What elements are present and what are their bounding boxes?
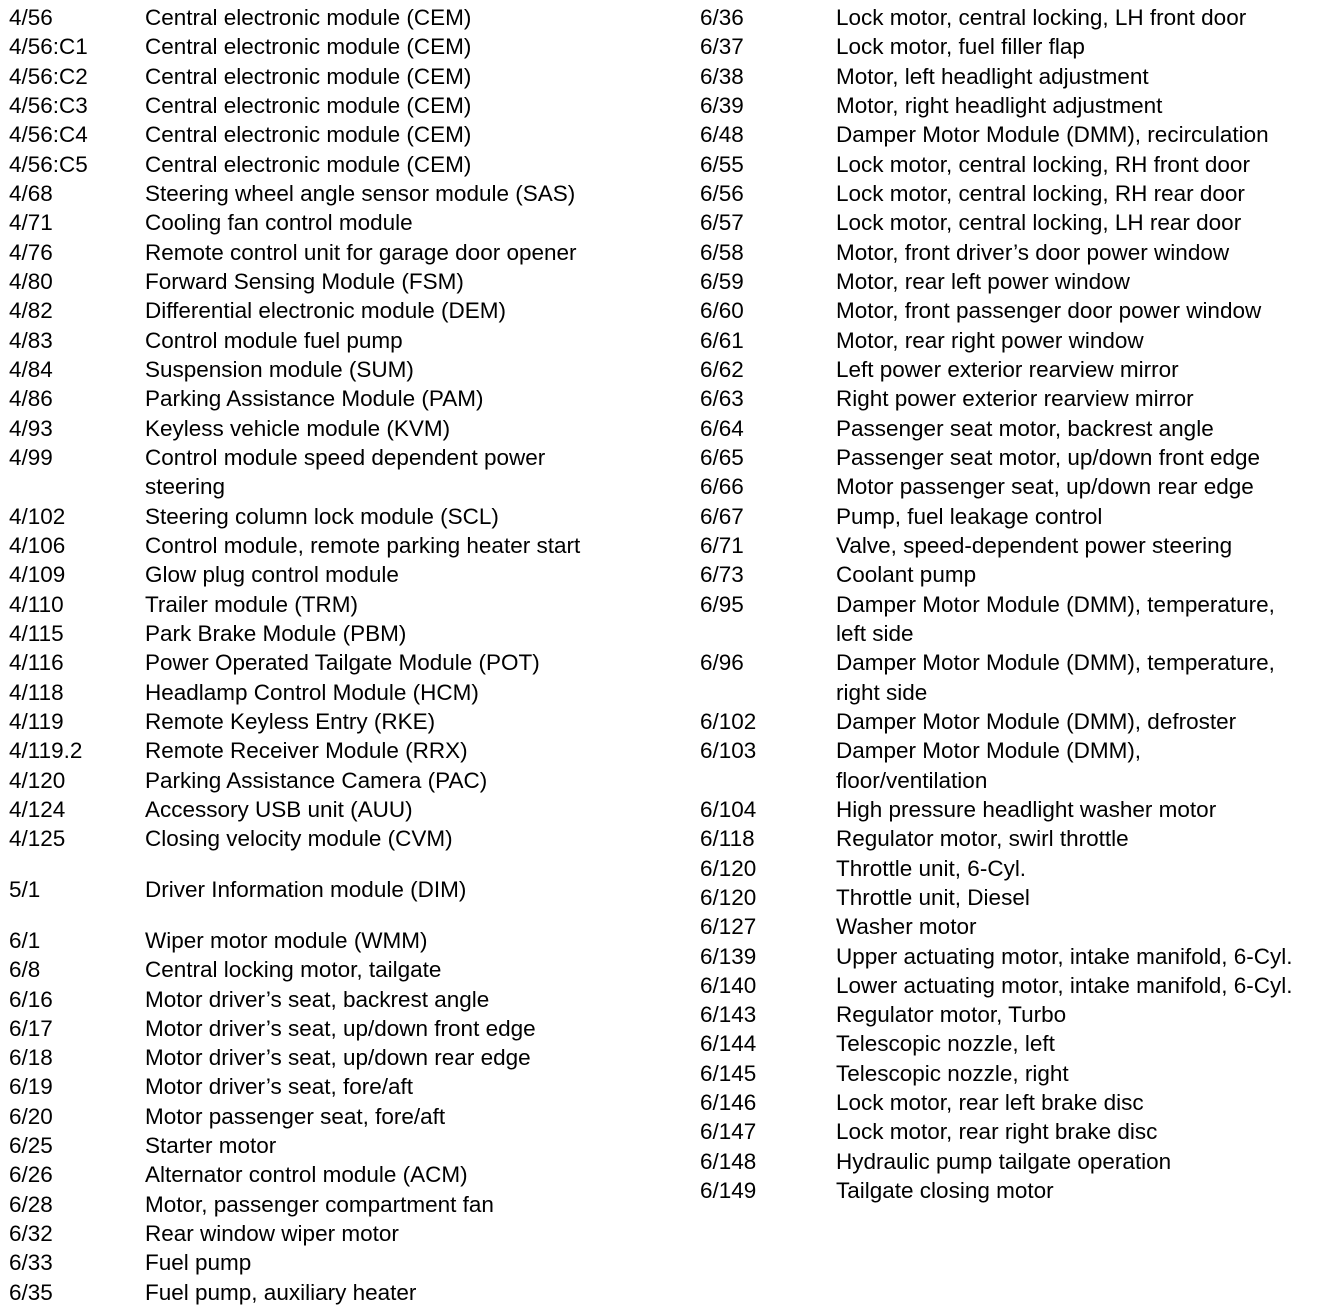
component-entry [9, 1131, 669, 1160]
component-description: Motor, left headlight adjustment [836, 63, 1149, 89]
component-description: Rear window wiper motor [145, 1221, 399, 1247]
component-description: Steering wheel angle sensor module (SAS) [145, 180, 576, 206]
component-code: 6/1 [9, 927, 41, 953]
component-description: Motor passenger seat, fore/aft [145, 1103, 446, 1129]
component-entry [700, 824, 1340, 853]
component-entry [9, 32, 669, 61]
component-description: Lower actuating motor, intake manifold, 6-Cyl. [836, 972, 1293, 998]
component-entry [700, 208, 1340, 237]
component-entry [9, 736, 669, 765]
component-description: Glow plug control module [145, 562, 399, 588]
component-entry [9, 120, 669, 149]
component-entry [9, 678, 669, 707]
component-entry [9, 648, 669, 677]
component-description: Left power exterior rearview mirror [836, 356, 1179, 382]
component-code: 6/120 [700, 855, 757, 881]
component-entry [9, 414, 669, 443]
component-entry [9, 926, 669, 955]
component-code: 6/139 [700, 943, 757, 969]
component-entry [700, 3, 1340, 32]
component-code: 4/56:C2 [9, 63, 88, 89]
component-entry [9, 267, 669, 296]
component-description: Fuel pump, auxiliary heater [145, 1279, 417, 1305]
component-code: 4/118 [9, 679, 64, 705]
component-code: 4/71 [9, 210, 53, 236]
component-description: Trailer module (TRM) [145, 591, 358, 617]
component-entry [9, 443, 669, 502]
component-code: 6/25 [9, 1133, 53, 1159]
component-code: 4/115 [9, 620, 64, 646]
component-code: 6/61 [700, 327, 744, 353]
component-description: Control module, remote parking heater start [145, 532, 581, 558]
component-code: 6/57 [700, 210, 744, 236]
component-description: Valve, speed-dependent power steering [836, 532, 1233, 558]
component-code: 6/60 [700, 298, 744, 324]
component-entry [700, 355, 1340, 384]
component-description: Central electronic module (CEM) [145, 92, 472, 118]
component-code: 4/102 [9, 503, 66, 529]
component-entry [9, 179, 669, 208]
component-code: 6/32 [9, 1221, 53, 1247]
component-description: Lock motor, fuel filler flap [836, 34, 1085, 60]
component-entry [9, 62, 669, 91]
component-entry [9, 502, 669, 531]
component-entry [700, 472, 1340, 501]
component-description: Regulator motor, swirl throttle [836, 826, 1129, 852]
component-entry [700, 1117, 1340, 1146]
component-description: Damper Motor Module (DMM), temperature, left side [836, 591, 1275, 646]
component-description: Steering column lock module (SCL) [145, 503, 499, 529]
component-code: 6/17 [9, 1015, 53, 1041]
component-code: 6/20 [9, 1103, 53, 1129]
component-code: 6/26 [9, 1162, 53, 1188]
component-description: Headlamp Control Module (HCM) [145, 679, 479, 705]
component-description: Washer motor [836, 914, 977, 940]
component-entry [700, 912, 1340, 941]
component-entry [700, 854, 1340, 883]
component-description: Throttle unit, Diesel [836, 884, 1030, 910]
component-code: 6/147 [700, 1119, 757, 1145]
component-entry [700, 502, 1340, 531]
component-code: 6/149 [700, 1178, 757, 1204]
component-entry [700, 795, 1340, 824]
component-description: Remote Receiver Module (RRX) [145, 738, 468, 764]
component-code: 4/116 [9, 650, 64, 676]
component-description: Hydraulic pump tailgate operation [836, 1148, 1172, 1174]
component-code: 4/99 [9, 444, 53, 470]
component-list-right-column [700, 3, 1340, 1205]
component-description: Driver Information module (DIM) [145, 877, 467, 903]
component-description: Regulator motor, Turbo [836, 1002, 1067, 1028]
component-description: Lock motor, central locking, RH front door [836, 151, 1250, 177]
component-code: 4/56:C1 [9, 34, 88, 60]
component-code: 6/36 [700, 5, 744, 30]
component-code: 4/82 [9, 298, 53, 324]
component-description: Central locking motor, tailgate [145, 957, 442, 983]
component-entry [9, 619, 669, 648]
component-description: Parking Assistance Camera (PAC) [145, 767, 488, 793]
component-code: 6/55 [700, 151, 744, 177]
component-code: 5/1 [9, 877, 41, 903]
component-code: 4/56:C5 [9, 151, 88, 177]
component-description: Motor, front passenger door power window [836, 298, 1262, 324]
component-description: Lock motor, central locking, RH rear door [836, 180, 1245, 206]
component-entry [9, 384, 669, 413]
component-description: Damper Motor Module (DMM), recirculation [836, 122, 1269, 148]
component-code: 4/86 [9, 386, 53, 412]
component-code: 6/120 [700, 884, 757, 910]
component-description: Remote control unit for garage door opener [145, 239, 577, 265]
component-description: Control module fuel pump [145, 327, 403, 353]
component-code: 6/39 [700, 92, 744, 118]
component-description: Throttle unit, 6-Cyl. [836, 855, 1027, 881]
component-code: 6/104 [700, 796, 757, 822]
component-entry [9, 355, 669, 384]
component-code: 6/140 [700, 972, 757, 998]
component-code: 4/106 [9, 532, 66, 558]
component-entry [9, 1160, 669, 1189]
component-entry [700, 179, 1340, 208]
component-code: 6/144 [700, 1031, 757, 1057]
component-description: Lock motor, rear right brake disc [836, 1119, 1158, 1145]
component-description: Wiper motor module (WMM) [145, 927, 428, 953]
component-entry [9, 296, 669, 325]
component-entry [9, 3, 669, 32]
component-description: Accessory USB unit (AUU) [145, 796, 413, 822]
component-code: 6/58 [700, 239, 744, 265]
component-description: Damper Motor Module (DMM), floor/ventilation [836, 738, 1142, 793]
component-code: 4/125 [9, 826, 66, 852]
component-description: Cooling fan control module [145, 210, 413, 236]
component-code: 6/48 [700, 122, 744, 148]
component-code: 6/65 [700, 444, 744, 470]
component-code: 4/119.2 [9, 738, 83, 764]
component-description: Parking Assistance Module (PAM) [145, 386, 484, 412]
component-description: Keyless vehicle module (KVM) [145, 415, 451, 441]
component-code: 4/83 [9, 327, 53, 353]
component-description: Park Brake Module (PBM) [145, 620, 407, 646]
component-description: Differential electronic module (DEM) [145, 298, 506, 324]
component-entry [700, 736, 1340, 795]
component-entry [700, 443, 1340, 472]
component-entry [700, 384, 1340, 413]
component-description: Damper Motor Module (DMM), defroster [836, 708, 1237, 734]
component-description: Motor driver’s seat, up/down rear edge [145, 1045, 531, 1071]
component-entry [9, 1248, 669, 1277]
component-entry [9, 1014, 669, 1043]
component-code: 6/35 [9, 1279, 53, 1305]
component-entry [700, 707, 1340, 736]
component-entry [9, 1219, 669, 1248]
component-code: 6/73 [700, 562, 744, 588]
component-entry [700, 238, 1340, 267]
component-description: Pump, fuel leakage control [836, 503, 1103, 529]
component-code: 6/63 [700, 386, 744, 412]
component-code: 6/38 [700, 63, 744, 89]
component-code: 4/80 [9, 268, 53, 294]
component-description: Lock motor, central locking, LH rear door [836, 210, 1242, 236]
component-code: 6/145 [700, 1060, 757, 1086]
component-description: Lock motor, central locking, LH front door [836, 5, 1247, 30]
component-entry [9, 1190, 669, 1219]
component-entry [700, 1000, 1340, 1029]
component-description: Closing velocity module (CVM) [145, 826, 453, 852]
component-code: 6/127 [700, 914, 757, 940]
component-entry [700, 296, 1340, 325]
component-code: 4/109 [9, 562, 66, 588]
component-entry [700, 326, 1340, 355]
component-description: Motor driver’s seat, up/down front edge [145, 1015, 536, 1041]
component-entry [9, 1072, 669, 1101]
component-code: 4/93 [9, 415, 53, 441]
component-entry [700, 531, 1340, 560]
component-entry [9, 795, 669, 824]
component-description: Motor, right headlight adjustment [836, 92, 1163, 118]
component-entry [700, 590, 1340, 649]
component-description: Telescopic nozzle, right [836, 1060, 1069, 1086]
component-description: High pressure headlight washer motor [836, 796, 1217, 822]
component-code: 6/96 [700, 650, 744, 676]
component-code: 6/67 [700, 503, 744, 529]
component-description: Passenger seat motor, backrest angle [836, 415, 1214, 441]
component-description: Central electronic module (CEM) [145, 5, 472, 30]
component-code: 6/62 [700, 356, 744, 382]
component-code: 6/71 [700, 532, 744, 558]
component-code: 6/8 [9, 957, 41, 983]
component-entry [700, 91, 1340, 120]
component-entry [9, 824, 669, 853]
component-code: 6/103 [700, 738, 757, 764]
component-entry [9, 766, 669, 795]
component-entry [9, 1102, 669, 1131]
component-code: 4/68 [9, 180, 53, 206]
component-code: 6/118 [700, 826, 755, 852]
component-code: 4/124 [9, 796, 66, 822]
component-entry [9, 875, 669, 904]
component-description: Motor passenger seat, up/down rear edge [836, 474, 1254, 500]
component-entry [9, 150, 669, 179]
component-entry [700, 648, 1340, 707]
component-code: 6/19 [9, 1074, 53, 1100]
component-entry [700, 883, 1340, 912]
component-entry [9, 238, 669, 267]
component-description: Right power exterior rearview mirror [836, 386, 1194, 412]
component-entry [700, 1088, 1340, 1117]
component-code: 6/18 [9, 1045, 53, 1071]
component-description: Lock motor, rear left brake disc [836, 1090, 1144, 1116]
component-description: Motor driver’s seat, backrest angle [145, 986, 490, 1012]
component-code: 6/64 [700, 415, 744, 441]
component-description: Motor, passenger compartment fan [145, 1191, 494, 1217]
component-description: Power Operated Tailgate Module (POT) [145, 650, 540, 676]
component-code: 4/110 [9, 591, 64, 617]
component-description: Passenger seat motor, up/down front edge [836, 444, 1261, 470]
component-description: Damper Motor Module (DMM), temperature, right side [836, 650, 1275, 705]
component-entry [9, 560, 669, 589]
component-entry [9, 208, 669, 237]
component-description: Central electronic module (CEM) [145, 34, 472, 60]
component-code: 6/143 [700, 1002, 757, 1028]
component-description: Motor driver’s seat, fore/aft [145, 1074, 414, 1100]
component-entry [700, 62, 1340, 91]
component-entry [9, 590, 669, 619]
component-entry [700, 120, 1340, 149]
component-entry [9, 91, 669, 120]
component-code: 6/95 [700, 591, 744, 617]
component-code: 6/66 [700, 474, 744, 500]
component-code: 6/146 [700, 1090, 757, 1116]
component-description: Motor, front driver’s door power window [836, 239, 1230, 265]
component-entry [9, 1043, 669, 1072]
component-code: 4/56:C4 [9, 122, 88, 148]
component-description: Remote Keyless Entry (RKE) [145, 708, 436, 734]
component-description: Starter motor [145, 1133, 277, 1159]
component-entry [700, 942, 1340, 971]
component-description: Upper actuating motor, intake manifold, 6-Cyl. [836, 943, 1293, 969]
component-entry [9, 955, 669, 984]
component-list-left-column [9, 3, 669, 1307]
component-entry [700, 150, 1340, 179]
component-code: 6/59 [700, 268, 744, 294]
component-description: Motor, rear left power window [836, 268, 1130, 294]
component-code: 4/84 [9, 356, 53, 382]
component-description: Central electronic module (CEM) [145, 151, 472, 177]
component-code: 6/37 [700, 34, 744, 60]
component-code: 4/56:C3 [9, 92, 88, 118]
component-entry [700, 1176, 1340, 1205]
component-code: 4/76 [9, 239, 53, 265]
component-entry [700, 971, 1340, 1000]
component-description: Telescopic nozzle, left [836, 1031, 1055, 1057]
component-code: 6/28 [9, 1191, 53, 1217]
component-code: 6/148 [700, 1148, 757, 1174]
component-entry [9, 531, 669, 560]
component-entry [9, 1278, 669, 1307]
component-description: Tailgate closing motor [836, 1178, 1054, 1204]
component-entry [700, 1059, 1340, 1088]
component-entry [700, 1147, 1340, 1176]
component-description: Central electronic module (CEM) [145, 122, 472, 148]
component-description: Alternator control module (ACM) [145, 1162, 468, 1188]
component-code: 6/102 [700, 708, 757, 734]
component-entry [700, 414, 1340, 443]
component-code: 6/33 [9, 1250, 53, 1276]
component-code: 4/120 [9, 767, 66, 793]
component-entry [700, 32, 1340, 61]
component-entry [700, 267, 1340, 296]
component-entry [9, 326, 669, 355]
component-code: 4/119 [9, 708, 64, 734]
component-description: Central electronic module (CEM) [145, 63, 472, 89]
component-entry [9, 707, 669, 736]
component-description: Suspension module (SUM) [145, 356, 414, 382]
component-description: Coolant pump [836, 562, 977, 588]
component-description: Motor, rear right power window [836, 327, 1144, 353]
component-entry [700, 560, 1340, 589]
component-entry [700, 1029, 1340, 1058]
component-description: Control module speed dependent power steering [145, 444, 546, 500]
component-entry [9, 985, 669, 1014]
component-code: 6/56 [700, 180, 744, 206]
component-code: 6/16 [9, 986, 53, 1012]
component-description: Forward Sensing Module (FSM) [145, 268, 464, 294]
component-code: 4/56 [9, 5, 53, 30]
component-description: Fuel pump [145, 1250, 252, 1276]
